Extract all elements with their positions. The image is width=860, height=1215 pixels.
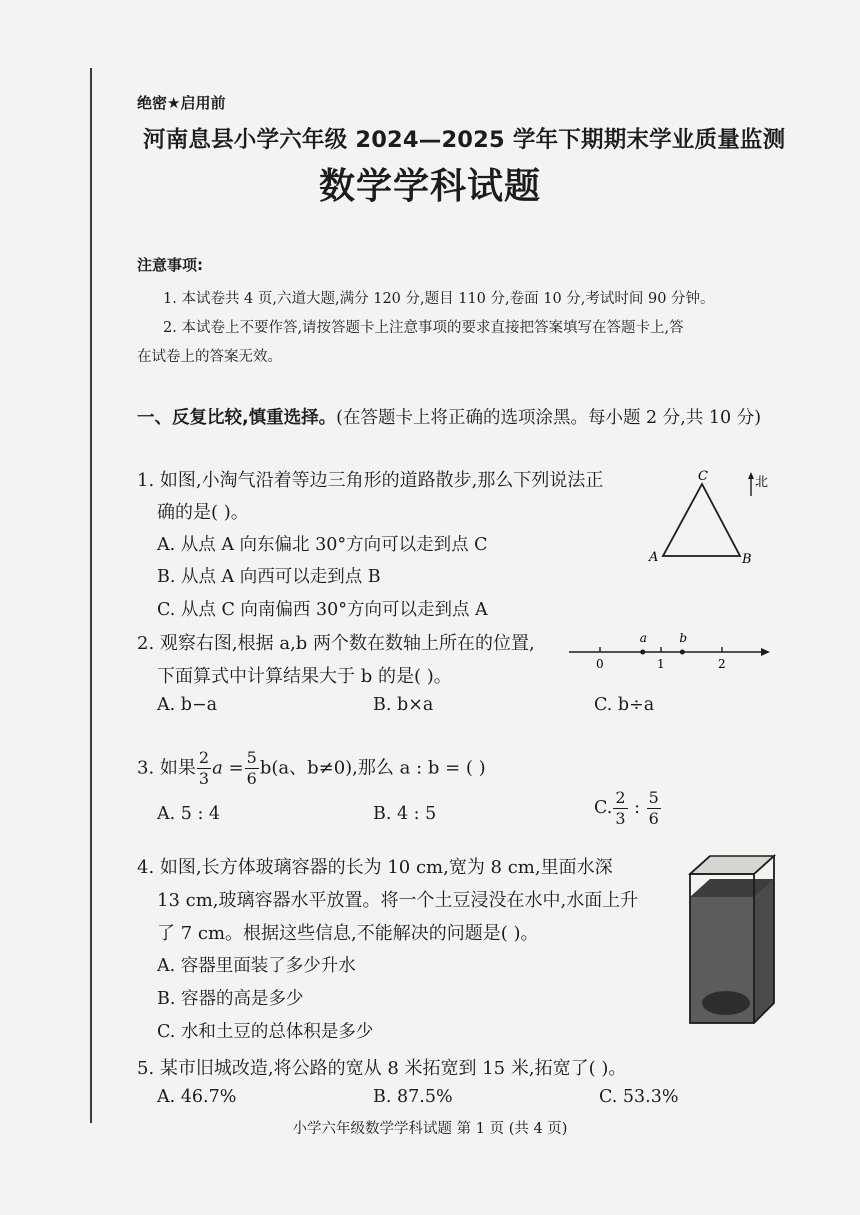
point-b [680, 650, 685, 655]
fraction-numerator: 5 [246, 748, 257, 767]
q5-option-b: B. 87.5% [373, 1087, 453, 1107]
q5-option-a: A. 46.7% [157, 1087, 237, 1107]
container-top-face [690, 856, 774, 874]
vertex-c-label: C [698, 469, 708, 484]
section-1-title: 一、反复比较,慎重选择。 [137, 408, 337, 428]
q1-option-b: B. 从点 A 向西可以走到点 B [157, 567, 381, 587]
page-footer: 小学六年级数学学科试题 第 1 页 (共 4 页) [292, 1121, 568, 1137]
q3-option-c-fraction-2 [647, 790, 661, 827]
water-side [754, 879, 774, 1023]
q1-option-a: A. 从点 A 向东偏北 30°方向可以走到点 C [157, 535, 488, 555]
north-arrowhead-icon [748, 472, 754, 479]
q2-number-line [565, 628, 775, 672]
section-1-instruction: (在答题卡上将正确的选项涂黑。每小题 2 分,共 10 分) [336, 408, 762, 428]
q3-option-c-fraction-1 [613, 790, 627, 827]
point-a-label: a [639, 631, 647, 645]
notice-item-2-line-2: 在试卷上的答案无效。 [137, 349, 282, 365]
q2-option-c: C. b÷a [594, 695, 655, 715]
q4-option-c: C. 水和土豆的总体积是多少 [157, 1022, 374, 1042]
fraction-numerator: 5 [648, 788, 659, 807]
confidential-label: 绝密★启用前 [137, 94, 226, 112]
section-1-heading [137, 403, 777, 433]
potato-shape [702, 991, 750, 1015]
q2-option-b: B. b×a [373, 695, 434, 715]
q5-stem: 5. 某市旧城改造,将公路的宽从 8 米拓宽到 15 米,拓宽了( )。 [137, 1058, 627, 1079]
q3-option-c [594, 790, 662, 827]
q3-option-c-sep: : [634, 798, 641, 818]
subject-title: 数学学科试题 [318, 166, 541, 207]
q1-stem-line-2: 确的是( )。 [157, 502, 249, 523]
q3-stem [137, 750, 486, 787]
vertex-b-label: B [742, 552, 752, 567]
q3-option-c-prefix: C. [594, 798, 613, 818]
q3-fraction-2 [245, 750, 259, 787]
q1-triangle-figure [640, 462, 780, 578]
fraction-numerator: 2 [615, 788, 626, 807]
vertex-a-label: A [649, 550, 659, 565]
axis-arrow-icon [761, 648, 770, 656]
tick-label-1: 1 [657, 657, 665, 671]
fraction-numerator: 2 [198, 748, 210, 767]
fraction-denominator: 6 [246, 769, 257, 788]
north-label: 北 [755, 475, 769, 490]
fraction-denominator: 3 [615, 809, 626, 828]
q4-stem-line-2: 13 cm,玻璃容器水平放置。将一个土豆浸没在水中,水面上升 [157, 890, 639, 911]
q2-stem-line-1: 2. 观察右图,根据 a,b 两个数在数轴上所在的位置, [137, 633, 535, 654]
q3-option-a: A. 5 : 4 [157, 804, 221, 824]
notice-item-2-line-1: 2. 本试卷上不要作答,请按答题卡上注意事项的要求直接把答案填写在答题卡上,答 [163, 320, 684, 336]
fraction-denominator: 3 [198, 769, 210, 788]
tick-label-0: 0 [596, 657, 604, 671]
fraction-denominator: 6 [648, 809, 659, 828]
q3-suffix: b(a、b≠0),那么 a : b = ( ) [259, 757, 486, 779]
q5-option-c: C. 53.3% [599, 1087, 679, 1107]
margin-line [90, 68, 92, 1123]
q4-stem-line-3: 了 7 cm。根据这些信息,不能解决的问题是( )。 [157, 923, 539, 944]
exam-title: 河南息县小学六年级 2024—2025 学年下期期末学业质量监测 [143, 127, 786, 153]
point-b-label: b [679, 631, 688, 645]
equilateral-triangle [663, 484, 740, 556]
q4-container-figure [688, 853, 780, 1027]
notice-item-1: 1. 本试卷共 4 页,六道大题,满分 120 分,题目 110 分,卷面 10 分,考试时间 90 分钟。 [163, 291, 715, 307]
notice-heading: 注意事项: [137, 256, 203, 274]
q3-fraction-1 [197, 750, 211, 787]
q3-prefix: 3. 如果 [137, 757, 196, 779]
q4-stem-line-1: 4. 如图,长方体玻璃容器的长为 10 cm,宽为 8 cm,里面水深 [137, 857, 613, 878]
q3-option-b: B. 4 : 5 [373, 804, 437, 824]
q3-mid: a = [212, 757, 244, 779]
q1-option-c: C. 从点 C 向南偏西 30°方向可以走到点 A [157, 600, 488, 620]
q1-stem-line-1: 1. 如图,小淘气沿着等边三角形的道路散步,那么下列说法正 [137, 470, 604, 491]
q2-stem-line-2: 下面算式中计算结果大于 b 的是( )。 [157, 666, 452, 687]
q4-option-a: A. 容器里面装了多少升水 [157, 956, 356, 976]
point-a [640, 650, 645, 655]
q2-option-a: A. b−a [157, 695, 218, 715]
tick-label-2: 2 [718, 657, 726, 671]
q4-option-b: B. 容器的高是多少 [157, 989, 304, 1009]
